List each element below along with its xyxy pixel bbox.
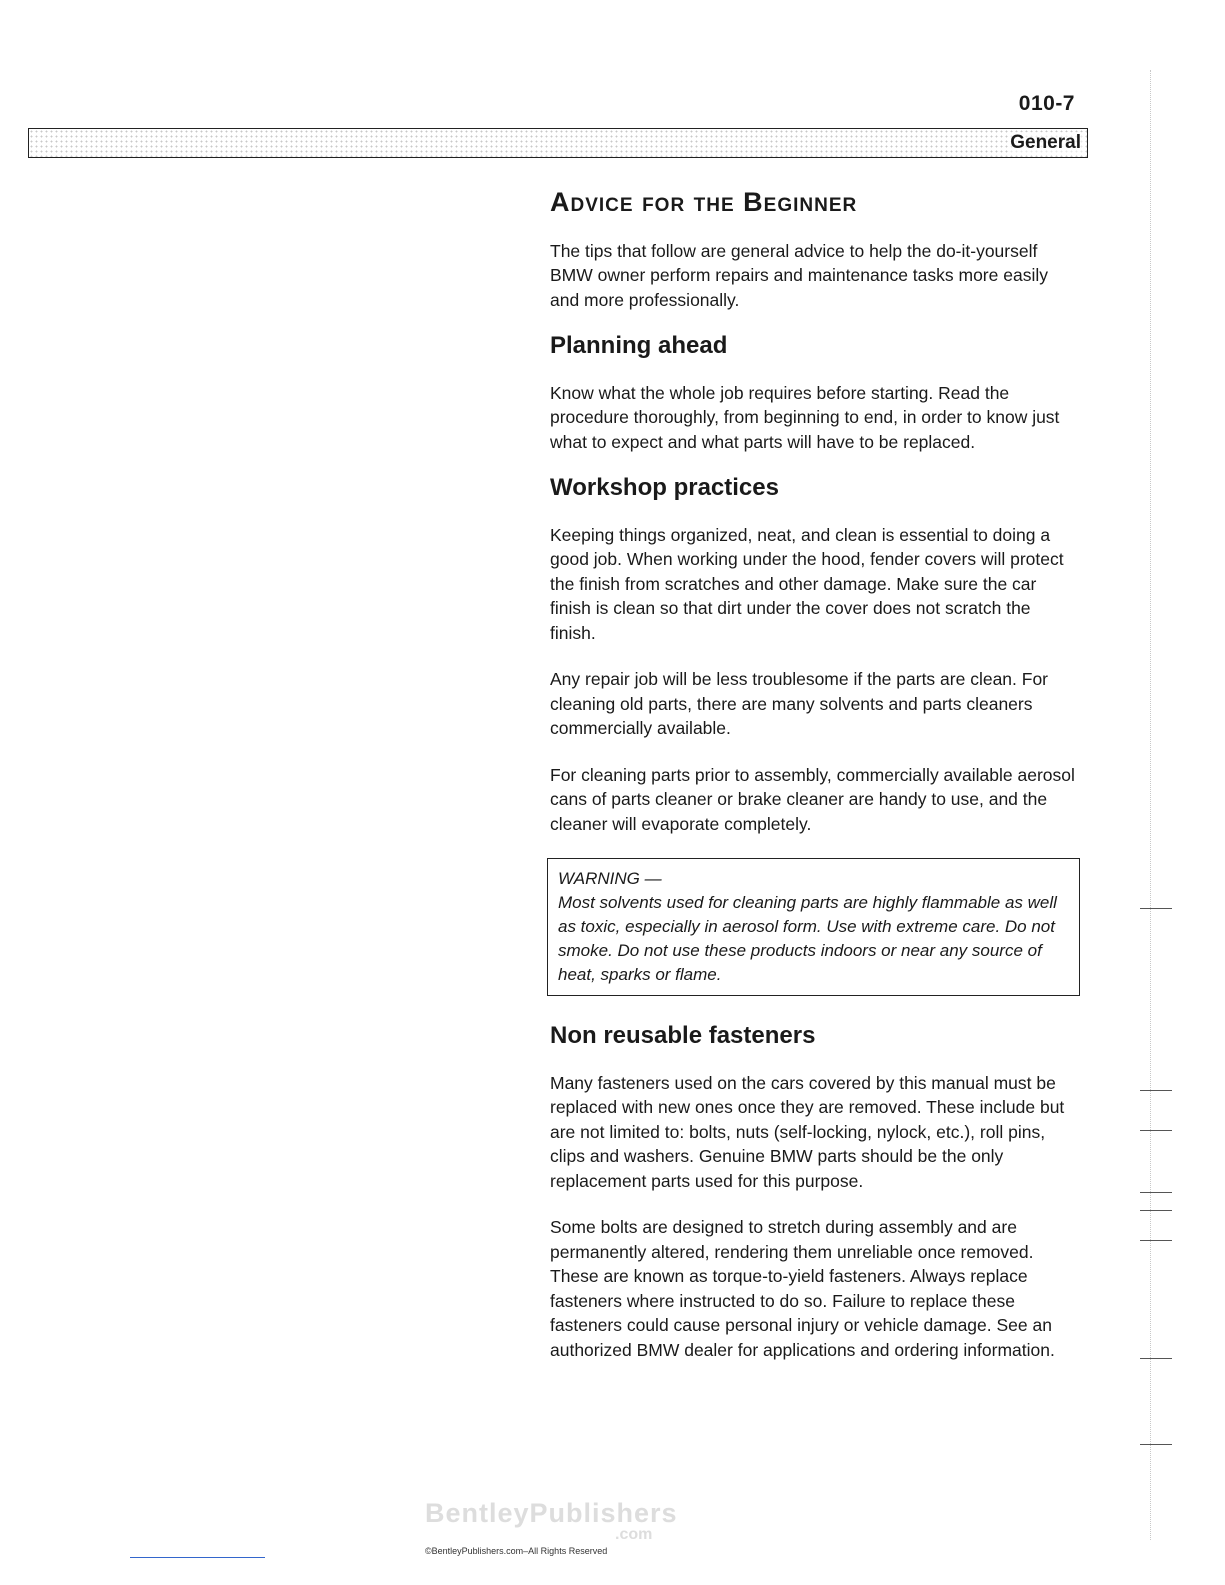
margin-tick — [1140, 1210, 1172, 1211]
copyright-notice: ©BentleyPublishers.com–All Rights Reserved — [425, 1546, 608, 1556]
paragraph: For cleaning parts prior to assembly, commercially available aerosol cans of parts cleaner or brake cleaner are handy to use, and the cleaner will evaporate completely. — [550, 764, 1075, 834]
margin-tick — [1140, 1444, 1172, 1445]
heading-non-reusable-fasteners: Non reusable fasteners — [550, 1022, 816, 1049]
paragraph: Any repair job will be less troublesome if the parts are clean. For cleaning old parts, there are many solvents and parts cleaners commercially available. — [550, 669, 1049, 738]
margin-rule — [1150, 70, 1151, 1540]
section-label: General — [1010, 132, 1081, 153]
footer-rule — [130, 1557, 265, 1558]
warning-box — [547, 858, 1080, 996]
margin-tick — [1140, 1130, 1172, 1131]
warning-text: Most solvents used for cleaning parts are highly flammable as well as toxic, especially in aerosol form. Use with extreme care. Do not smoke. Do not use these products indoors or near any source of heat, sparks or flame. — [558, 893, 1057, 984]
publisher-watermark: BentleyPublishers — [425, 1498, 678, 1528]
paragraph: Many fasteners used on the cars covered by this manual must be replaced with new ones once they are removed. These include but are not limited to: bolts, nuts (self-locking, nylock, etc.), roll pins, clips and washers. Genuine BMW parts should be the only replacement parts used for this purpose. — [550, 1072, 1065, 1191]
margin-tick — [1140, 1192, 1172, 1193]
paragraph: Keeping things organized, neat, and clean is essential to doing a good job. When working under the hood, fender covers will protect the finish from scratches and other damage. Make sure the car finish is clean so that dirt under the cover does not scratch the finish. — [550, 524, 1064, 643]
heading-workshop-practices: Workshop practices — [550, 474, 779, 501]
margin-tick — [1140, 1090, 1172, 1091]
section-header-band — [28, 128, 1088, 158]
main-content — [550, 187, 1080, 1384]
paragraph: Some bolts are designed to stretch during assembly and are permanently altered, rendering them unreliable once removed. These are known as torque-to-yield fasteners. Always replace fasteners where instructed to do so. Failure to replace these fasteners could cause personal injury or vehicle damage. See an authorized BMW dealer for applications and ordering information. — [550, 1217, 1055, 1360]
margin-tick — [1140, 1240, 1172, 1241]
publisher-watermark-suffix: .com — [615, 1526, 653, 1543]
margin-tick — [1140, 1358, 1172, 1359]
page-number: 010-7 — [1018, 92, 1075, 115]
warning-title: WARNING — — [558, 869, 662, 888]
heading-planning-ahead: Planning ahead — [550, 332, 728, 359]
margin-tick — [1140, 908, 1172, 909]
page-title: Advice for the Beginner — [550, 187, 858, 217]
intro-paragraph: The tips that follow are general advice to help the do-it-yourself BMW owner perform repairs and maintenance tasks more easily and more professionally. — [550, 240, 1048, 310]
paragraph: Know what the whole job requires before starting. Read the procedure thoroughly, from beginning to end, in order to know just what to expect and what parts will have to be replaced. — [550, 382, 1060, 452]
